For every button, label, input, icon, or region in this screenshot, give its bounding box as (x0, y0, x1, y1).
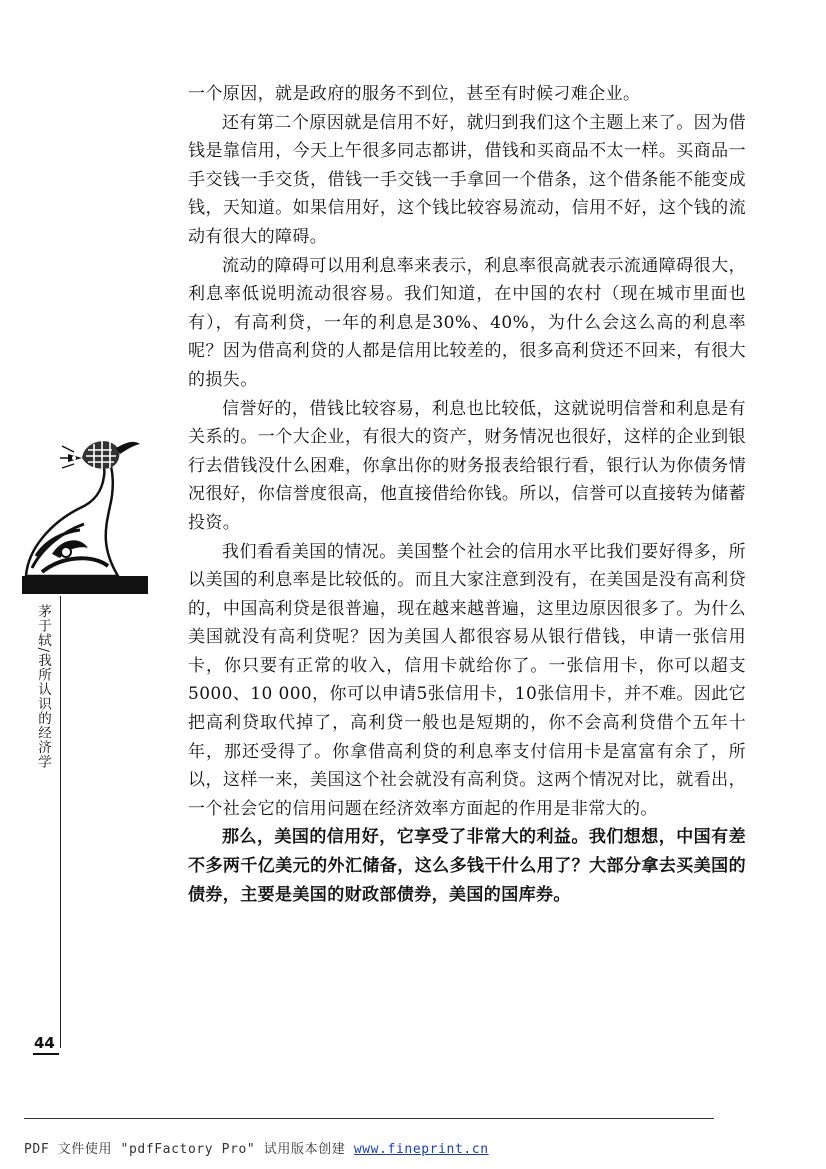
footer-link[interactable]: www.fineprint.cn (353, 1142, 489, 1157)
footer-text: PDF 文件使用 "pdfFactory Pro" 试用版本创建 (24, 1142, 354, 1157)
body-text (188, 80, 746, 909)
paragraph-5: 我们看看美国的情况。美国整个社会的信用水平比我们要好得多，所以美国的利息率是比较低的。而且大家注意到没有，在美国是没有高利贷的，中国高利贷是很普遍，现在越来越普遍，这里边原因很多了。为什么美国就没有高利贷呢？因为美国人都很容易从银行借钱，申请一张信用卡，你只要有正常的收入，信用卡就给你了。一张信用卡，你可以超支5000、10 000，你可以申请5张信用卡，10张信用卡，并不难。因此它把高利贷取代掉了，高利贷一般也是短期的，你不会高利贷借个五年十年，那还受得了。你拿借高利贷的利息率支付信用卡是富富有余了，所以，这样一来，美国这个社会就没有高利贷。这两个情况对比，就看出，一个社会它的信用问题在经济效率方面起的作用是非常大的。 (188, 541, 746, 819)
book-title: 茅于轼/我所认识的经济学 (35, 604, 51, 770)
paragraph-2: 还有第二个原因就是信用不好，就归到我们这个主题上来了。因为借钱是靠信用，今天上午很多同志都讲，借钱和买商品不太一样。买商品一手交钱一手交货，借钱一手交钱一手拿回一个借条，这个借条能不能变成钱，天知道。如果信用好，这个钱比较容易流动，信用不好，这个钱的流动有很大的障碍。 (188, 112, 746, 247)
side-rule (60, 596, 61, 1048)
paragraph-6: 那么，美国的信用好，它享受了非常大的利益。我们想想，中国有差不多两千亿美元的外汇储备，这么多钱干什么用了？大部分拿去买美国的债券，主要是美国的财政部债券，美国的国库券。 (188, 827, 746, 905)
bird-ornament-icon (22, 436, 148, 578)
footer-rule (24, 1118, 714, 1119)
footer (24, 1138, 489, 1157)
paragraph-1: 一个原因，就是政府的服务不到位，甚至有时候刁难企业。 (188, 84, 641, 104)
paragraph-4: 信誉好的，借钱比较容易，利息也比较低，这就说明信誉和利息是有关系的。一个大企业，有很大的资产，财务情况也很好，这样的企业到银行去借钱没什么困难，你拿出你的财务报表给银行看，银行认为你债务情况很好，你信誉度很高，他直接借给你钱。所以，信誉可以直接转为储蓄投资。 (188, 398, 746, 533)
page-number: 44 (33, 1034, 59, 1055)
side-bar (22, 576, 148, 594)
paragraph-3: 流动的障碍可以用利息率来表示，利息率很高就表示流通障碍很大，利息率低说明流动很容易。我们知道，在中国的农村（现在城市里面也有），有高利贷，一年的利息是30%、40%，为什么会这么高的利息率呢？因为借高利贷的人都是信用比较差的，很多高利贷还不回来，有很大的损失。 (188, 255, 746, 390)
